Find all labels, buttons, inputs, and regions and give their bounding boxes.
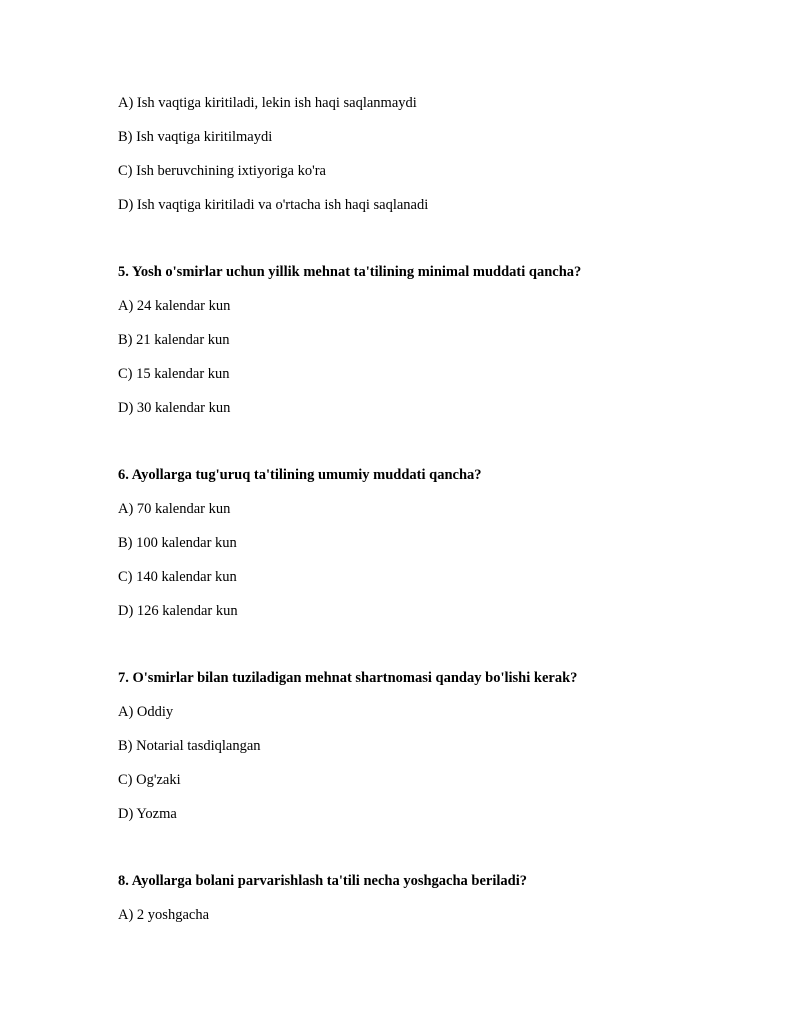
question-5-option-d: D) 30 kalendar kun — [118, 400, 231, 416]
question-7-option-c: C) Og'zaki — [118, 772, 181, 788]
question-8-text: 8. Ayollarga bolani parvarishlash ta'tili necha yoshgacha beriladi? — [118, 873, 527, 889]
prev-question-option-a: A) Ish vaqtiga kiritiladi, lekin ish haqi saqlanmaydi — [118, 95, 417, 111]
question-6-option-a: A) 70 kalendar kun — [118, 501, 231, 517]
question-6-option-c: C) 140 kalendar kun — [118, 569, 237, 585]
prev-question-option-b: B) Ish vaqtiga kiritilmaydi — [118, 129, 273, 145]
question-6-option-b: B) 100 kalendar kun — [118, 535, 237, 551]
question-7-option-d: D) Yozma — [118, 806, 177, 822]
question-7-option-b: B) Notarial tasdiqlangan — [118, 738, 261, 754]
prev-question-option-c: C) Ish beruvchining ixtiyoriga ko'ra — [118, 163, 326, 179]
question-7-text: 7. O'smirlar bilan tuziladigan mehnat shartnomasi qanday bo'lishi kerak? — [118, 670, 578, 686]
question-8-option-a: A) 2 yoshgacha — [118, 907, 210, 923]
question-5-text: 5. Yosh o'smirlar uchun yillik mehnat ta'tilining minimal muddati qancha? — [118, 264, 582, 280]
question-5-option-a: A) 24 kalendar kun — [118, 298, 231, 314]
question-7-option-a: A) Oddiy — [118, 704, 174, 720]
question-5-option-c: C) 15 kalendar kun — [118, 366, 230, 382]
question-6-option-d: D) 126 kalendar kun — [118, 603, 238, 619]
question-5-option-b: B) 21 kalendar kun — [118, 332, 230, 348]
prev-question-option-d: D) Ish vaqtiga kiritiladi va o'rtacha ish haqi saqlanadi — [118, 197, 429, 213]
question-6-text: 6. Ayollarga tug'uruq ta'tilining umumiy muddati qancha? — [118, 467, 482, 483]
